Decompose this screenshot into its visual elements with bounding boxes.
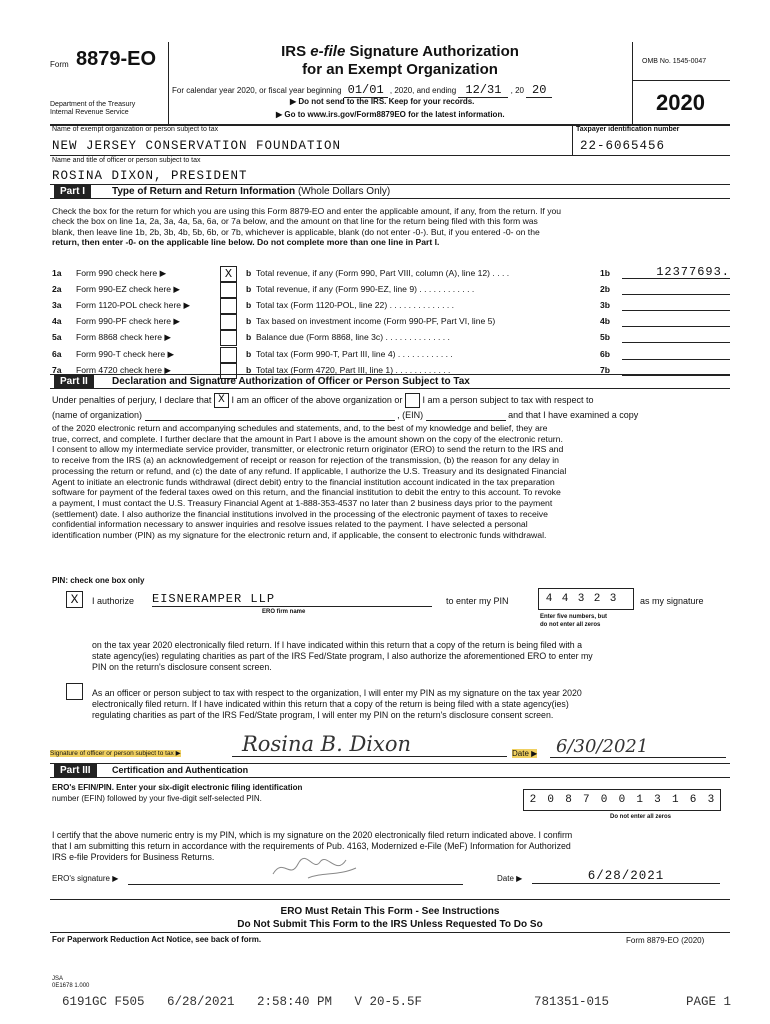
pin-digit: 4 [561, 593, 569, 605]
efin-digit: 8 [565, 794, 572, 806]
end-date[interactable]: 12/31 [458, 83, 508, 98]
paperwork-notice: For Paperwork Reduction Act Notice, see back of form. [52, 935, 262, 944]
page-number: PAGE 1 [686, 995, 732, 1009]
tax-year: 2020 [656, 90, 705, 115]
option2-body-line: electronically filed return. If I have indicated within this return that a copy of the return is being filed with a state agency(ies) [92, 699, 569, 709]
ein-blank[interactable] [426, 410, 506, 421]
ein-label: , (EIN) [397, 410, 424, 420]
part1-row [0, 314, 770, 330]
footer-rule-bottom [50, 932, 730, 933]
omb-number: OMB No. 1545-0047 [642, 58, 707, 65]
authorize-label: I authorize [92, 596, 135, 606]
efin-label-line-2: number (EFIN) followed by your five-digit self-selected PIN. [52, 794, 262, 803]
row-description: Total tax (Form 4720, Part III, line 1) . . . . . . . . . . . . [256, 364, 451, 375]
declaration-body [52, 423, 566, 541]
efin-digit: 1 [636, 794, 643, 806]
ero-date[interactable]: 6/28/2021 [532, 869, 720, 884]
person-subject-checkbox[interactable] [405, 393, 420, 408]
row-checkbox[interactable] [220, 282, 237, 298]
part1-title [112, 186, 390, 197]
efin-digit: 2 [529, 794, 537, 806]
part2-title: Declaration and Signature Authorization of Officer or Person Subject to Tax [112, 376, 470, 387]
efin-digit: 3 [654, 794, 661, 806]
declaration-body-line: true, correct, and complete. I further declare that the amount in Part I above is the amount shown on the copy of the electronic return. [52, 433, 563, 444]
row-b-label: b [246, 348, 252, 359]
org-name-label: Name of exempt organization or person subject to tax [52, 126, 219, 133]
declaration-body-line: confidential information necessary to answer inquiries and resolve issues related to the payment. I have selected a personal [52, 519, 528, 530]
dept-line-2: Internal Revenue Service [50, 109, 129, 116]
row-b-label: b [246, 316, 252, 327]
ero-signature-label: ERO's signature ▶ [52, 874, 119, 883]
row-line-number: 6b [600, 348, 611, 359]
part2-label: Part II [54, 375, 94, 388]
ero-efin-pin[interactable] [523, 789, 721, 811]
ero-signature[interactable] [128, 870, 463, 885]
row-line-number: 3b [600, 300, 611, 311]
form-label: Form [50, 60, 69, 69]
header-divider-left [168, 42, 169, 124]
certification-line: I certify that the above numeric entry is my PIN, which is my signature on the 2020 electronically filed return indicated above. I confirm [52, 830, 573, 840]
declaration-body-line: software for payment of the federal taxes owed on this return, and the financial institution to debit the entry to this account. To revoke [52, 487, 561, 498]
efin-note: Do not enter all zeros [610, 814, 672, 820]
row-form-label: Form 1120-POL check here ▶ [76, 300, 191, 311]
row-checkbox[interactable] [220, 298, 237, 314]
option1-body-line: state agency(ies) regulating charities as part of the IRS Fed/State program, I also authorize the aforementioned ERO to enter my [92, 651, 593, 661]
officer-name[interactable]: ROSINA DIXON, PRESIDENT [52, 169, 248, 183]
row-amount[interactable]: 12377693. [622, 265, 730, 279]
part1-row [0, 282, 770, 298]
signature-label [50, 749, 181, 757]
row-line-number: 7b [600, 364, 611, 375]
officer-checkbox[interactable]: X [214, 393, 229, 408]
row-form-label: Form 990-PF check here ▶ [76, 316, 181, 327]
do-not-send-note: ▶ Do not send to the IRS. Keep for your records. [290, 97, 475, 106]
title-efile: e-file [310, 43, 346, 60]
part3-title: Certification and Authentication [112, 765, 249, 775]
self-pin-checkbox[interactable] [66, 683, 83, 700]
row-checkbox[interactable] [220, 314, 237, 330]
pin-note-line: do not enter all zeros [540, 622, 601, 628]
efin-label [52, 782, 302, 804]
efin-digit: 0 [547, 794, 554, 806]
row-form-label: Form 990-EZ check here ▶ [76, 284, 181, 295]
org-name-blank-label: (name of organization) [52, 410, 143, 420]
declaration-body-line: identification number (PIN) as my signature for the electronic return and, if applicable, the consent to electronic funds withdrawal. [52, 530, 547, 541]
retain-note: ERO Must Retain This Form - See Instructions [280, 906, 500, 917]
declaration-mid: I am an officer of the above organization or [231, 394, 403, 405]
option1-body-line: PIN on the return's disclosure consent screen. [92, 662, 272, 672]
row-line-number: 4b [600, 316, 611, 327]
row-number: 7a [52, 364, 62, 375]
part1-intro-line: Check the box for the return for which you are using this Form 8879-EO and enter the applicable amount, if any, from the return. If you [52, 206, 562, 216]
row-number: 5a [52, 332, 62, 343]
declaration-body-line: of the 2020 electronic return and accompanying schedules and statements, and, to the best of my knowledge and belief, they are [52, 423, 548, 433]
row-form-label: Form 990-T check here ▶ [76, 348, 175, 359]
declaration-body-line: (settlement) date. I also authorize the financial institutions involved in the processing of the electronic payment of taxes to receive [52, 508, 548, 519]
print-id: 781351-015 [534, 995, 610, 1009]
officer-pin[interactable] [538, 588, 634, 610]
declaration-body-line: Agent to initiate an electronic funds withdrawal (direct debit) entry to the financial institution account indicated in the tax preparation [52, 476, 555, 487]
efin-digit: 7 [582, 794, 590, 806]
dept-line-1: Department of the Treasury [50, 101, 136, 108]
row-amount[interactable] [622, 297, 730, 311]
part1-row [0, 266, 770, 282]
row-description: Tax based on investment income (Form 990-PF, Part VI, line 5) [256, 316, 496, 327]
part3-label: Part III [54, 764, 97, 777]
certification-line: that I am submitting this return in accordance with the requirements of Pub. 4163, Modernized e-File (MeF) Information for Authorized [52, 841, 571, 851]
option1-body-line: on the tax year 2020 electronically filed return. If I have indicated within this return that a copy of the return is being filed with a [92, 640, 582, 650]
row-description: Total tax (Form 990-T, Part III, line 4) . . . . . . . . . . . . [256, 348, 453, 359]
row-description: Total tax (Form 1120-POL, line 22) . . . . . . . . . . . . . . [256, 300, 455, 311]
row-form-label: Form 990 check here ▶ [76, 268, 167, 278]
tax-year-line [172, 83, 552, 98]
title-post: Signature Authorization [345, 43, 519, 60]
signature-date-label-text: Date ▶ [512, 749, 538, 758]
jsa-line: JSA [52, 976, 64, 982]
form-reference: Form 8879-EO (2020) [626, 936, 705, 945]
omb-divider [632, 80, 730, 81]
declaration-post: I am a person subject to tax with respect to [422, 394, 594, 405]
certification-line: IRS e-file Providers for Business Returns. [52, 852, 215, 862]
pin-digit: 3 [609, 593, 617, 605]
signature-date[interactable]: 6/30/2021 [550, 736, 726, 758]
efin-digit: 1 [671, 794, 679, 806]
pin-note-line: Enter five numbers, but [540, 614, 608, 620]
row-description: Total revenue, if any (Form 990-EZ, line 9) . . . . . . . . . . . . [256, 284, 475, 295]
option2-body [92, 688, 582, 721]
part1-label: Part I [54, 185, 91, 198]
tin-label: Taxpayer identification number [576, 126, 680, 133]
form-title-line-1 [170, 43, 630, 60]
org-name[interactable]: NEW JERSEY CONSERVATION FOUNDATION [52, 139, 342, 153]
declaration-body-line: I consent to allow my intermediate service provider, transmitter, or electronic return originator (ERO) to send the return to the IRS and [52, 444, 564, 455]
part1-row [0, 298, 770, 314]
do-not-submit-note: Do Not Submit This Form to the IRS Unless Requested To Do So [237, 919, 543, 930]
option1-body [92, 640, 593, 673]
declaration-line-2 [52, 410, 638, 421]
row-number: 2a [52, 284, 62, 295]
declaration-body-line: a payment, I must contact the U.S. Treasury Financial Agent at 1-888-353-4537 no later than 2 business days prior to the payment [52, 497, 553, 508]
end-year[interactable]: 20 [526, 83, 552, 98]
goto-note: ▶ Go to www.irs.gov/Form8879EO for the latest information. [276, 110, 505, 119]
option2-body-line: regulating charities as part of the IRS Fed/State program, I will enter my PIN on the return's disclosure consent screen. [92, 710, 554, 720]
row-description: Total revenue, if any (Form 990, Part VIII, column (A), line 12) . . . . [256, 268, 510, 278]
row-checkbox[interactable]: X [220, 266, 237, 282]
row-b-label: b [246, 284, 252, 295]
row-b-label: b [246, 300, 252, 311]
part1-intro [52, 206, 561, 248]
part1-row [0, 330, 770, 346]
mid-text: , 2020, and ending [389, 86, 457, 95]
signature-label-text: Signature of officer or person subject to tax ▶ [50, 750, 181, 757]
title-pre: IRS [281, 43, 311, 60]
declaration-line-1 [52, 393, 594, 408]
row-line-number: 1b [600, 268, 611, 278]
pin-note [540, 613, 607, 629]
part1-title-text: Type of Return and Return Information [112, 186, 296, 197]
ero-signature-scribble [268, 852, 368, 882]
row-line-number: 2b [600, 284, 611, 295]
tin-value[interactable]: 22-6065456 [580, 139, 666, 153]
part1-intro-line: check the box on line 1a, 2a, 3a, 4a, 5a, 6a, or 7a below, and the amount on that line for the return being filed with this form was [52, 216, 538, 227]
end-suffix: , 20 [510, 86, 524, 95]
row-number: 6a [52, 348, 62, 359]
as-my-signature-label: as my signature [640, 596, 704, 606]
org-rule [50, 155, 730, 156]
pin-digit: 3 [577, 593, 585, 605]
efin-label-line-1: ERO's EFIN/PIN. Enter your six-digit electronic filing identification [52, 783, 303, 792]
row-amount[interactable] [622, 281, 730, 295]
row-number: 4a [52, 316, 62, 327]
row-b-label: b [246, 268, 252, 278]
row-number: 3a [52, 300, 62, 311]
part1-title-suffix: (Whole Dollars Only) [297, 186, 391, 197]
row-b-label: b [246, 364, 252, 375]
dept-label [50, 101, 135, 117]
row-form-label: Form 8868 check here ▶ [76, 332, 171, 343]
declaration-pre: Under penalties of perjury, I declare that [52, 394, 212, 405]
row-amount[interactable] [622, 346, 730, 360]
row-checkbox[interactable] [220, 330, 237, 346]
row-amount[interactable] [622, 329, 730, 343]
ero-pin-checkbox[interactable]: X [66, 591, 83, 608]
header-divider-right [632, 42, 633, 124]
officer-label: Name and title of officer or person subject to tax [52, 157, 201, 164]
org-name-blank[interactable] [145, 410, 395, 421]
footer-rule-top [50, 899, 730, 900]
enter-pin-label: to enter my PIN [446, 596, 509, 606]
efin-digit: 0 [618, 794, 626, 806]
jsa-line: 0E1678 1.000 [52, 983, 90, 989]
part1-row [0, 347, 770, 363]
ero-firm-name[interactable]: EISNERAMPER LLP [152, 592, 432, 607]
officer-signature[interactable]: Rosina B. Dixon [232, 732, 507, 757]
tin-divider [572, 124, 573, 155]
print-stamp: 6191GC F505 6/28/2021 2:58:40 PM V 20-5.5F [62, 995, 423, 1009]
row-description: Balance due (Form 8868, line 3c) . . . . . . . . . . . . . . [256, 332, 450, 343]
row-b-label: b [246, 332, 252, 343]
ero-firm-label: ERO firm name [262, 609, 306, 615]
efin-digit: 0 [600, 794, 608, 806]
pin-digit: 2 [593, 593, 601, 605]
option2-body-line: As an officer or person subject to tax with respect to the organization, I will enter my PIN as my signature on the tax year 2020 [92, 688, 582, 698]
ero-date-label: Date ▶ [497, 874, 523, 883]
row-number: 1a [52, 268, 62, 278]
begin-date[interactable]: 01/01 [344, 83, 388, 98]
efin-digit: 3 [707, 794, 715, 806]
row-amount[interactable] [622, 313, 730, 327]
part1-intro-line: return, then enter -0- on the applicable line below. Do not complete more than one line in Part I. [52, 237, 440, 248]
declaration-line-2-post: and that I have examined a copy [508, 410, 639, 420]
jsa-code [52, 976, 89, 990]
row-checkbox[interactable] [220, 347, 237, 363]
form-number: 8879-EO [76, 48, 157, 70]
declaration-body-line: to receive from the IRS (a) an acknowledgement of receipt or reason for rejection of the transmission, (b) the reason for any delay in [52, 455, 560, 466]
row-form-label: Form 4720 check here ▶ [76, 364, 171, 375]
pin-digit: 4 [545, 593, 553, 605]
calendar-text: For calendar year 2020, or fiscal year beginning [172, 86, 342, 95]
signature-date-label [512, 749, 537, 758]
efin-digit: 6 [689, 794, 697, 806]
pin-heading: PIN: check one box only [52, 576, 145, 585]
declaration-body-line: processing the return or refund, and (c) the date of any refund. If applicable, I authorize the U.S. Treasury and its designated Financial [52, 465, 567, 476]
row-line-number: 5b [600, 332, 611, 343]
part1-intro-line: blank, then leave line 1b, 2b, 3b, 4b, 5b, 6b, or 7b, whichever is applicable, blank (do not enter -0-). But, if you entered -0- on the [52, 226, 540, 237]
form-title-line-2: for an Exempt Organization [302, 61, 498, 78]
